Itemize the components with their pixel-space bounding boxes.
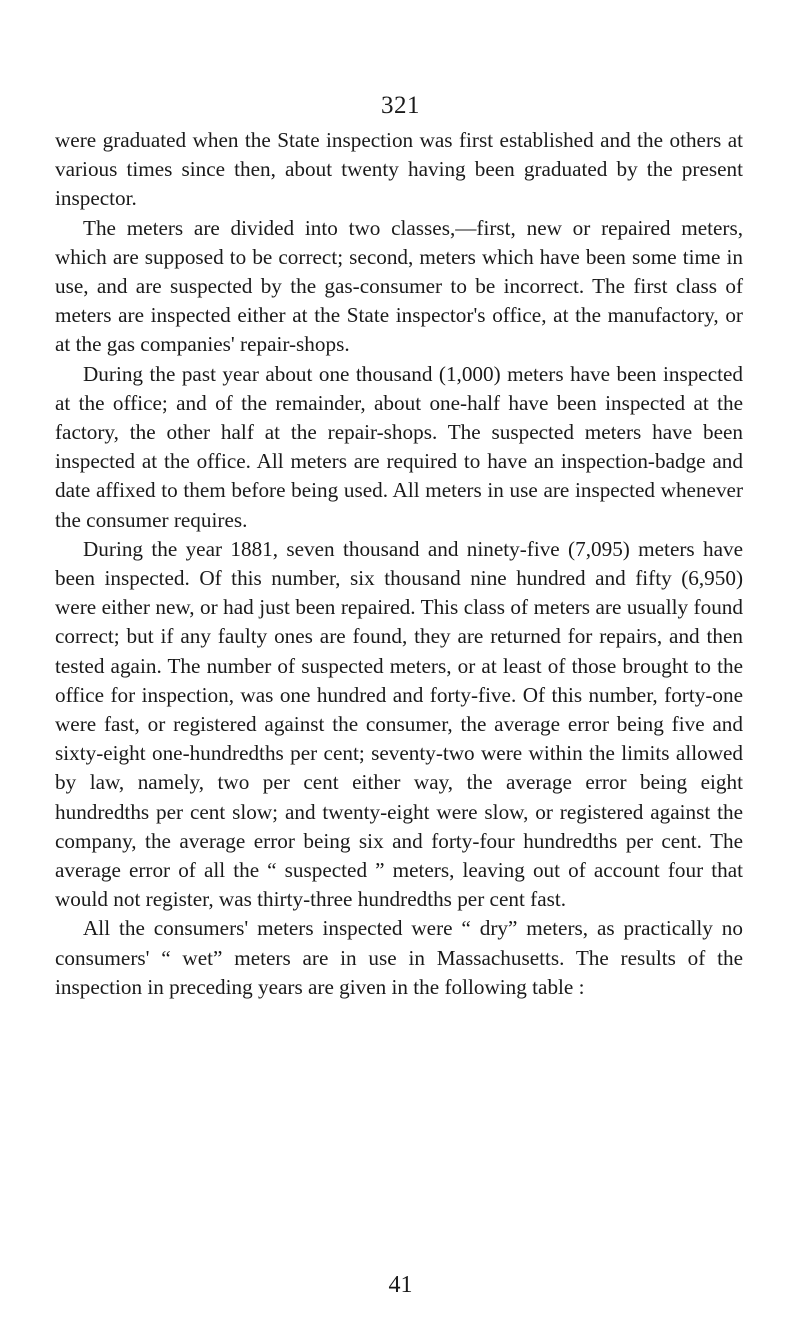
paragraph-2: The meters are divided into two classes,—first, new or repaired meters, which are supposed to be correct; second, meters which have been some time in use, and are suspected by the gas-consumer to be incorrect. The first class of meters are inspected either at the State inspector's office, at the manufactory, or at the gas companies' repair-shops. (55, 215, 743, 357)
paragraph-4: During the year 1881, seven thousand and ninety-five (7,095) meters have been inspected. Of this number, six thousand nine hundred and fifty (6,950) were either new, or had just been repaired. This class of meters are usually found correct; but if any faulty ones are found, they are returned for repairs, and then tested again. The number of suspected meters, or at least of those brought to the office for inspection, was one hundred and forty-five. Of this number, forty-one were fast, or registered against the consumer, the average error being five and sixty-eight one-hundredths per cent; seventy-two were within the limits allowed by law, namely, two per cent either way, the average error being eight hundredths per cent slow; and twenty-eight were slow, or registered against the company, the average error being six and forty-four hundredths per cent. The average error of all the “ suspected ” meters, leaving out of account four that would not register, was thirty-three hundredths per cent fast. (55, 536, 743, 912)
page-number: 321 (381, 92, 420, 119)
paragraph-3: During the past year about one thousand (1,000) meters have been inspected at the office; and of the remainder, about one-half have been inspected at the factory, the other half at the repair-shops. The suspected meters have been inspected at the office. All meters are required to have an inspection-badge and date affixed to them before being used. All meters in use are inspected whenever the consumer requires. (55, 361, 743, 532)
signature-mark: 41 (388, 1272, 413, 1298)
paragraph-1: were graduated when the State inspection was first established and the others at various times since then, about twenty having been graduated by the present inspector. (55, 128, 743, 211)
body-text (55, 126, 743, 1002)
paragraph-5: All the consumers' meters inspected were “ dry” meters, as practically no consumers' “ wet” meters are in use in Massachusetts. The results of the inspection in preceding years are given in the following table : (55, 916, 743, 999)
